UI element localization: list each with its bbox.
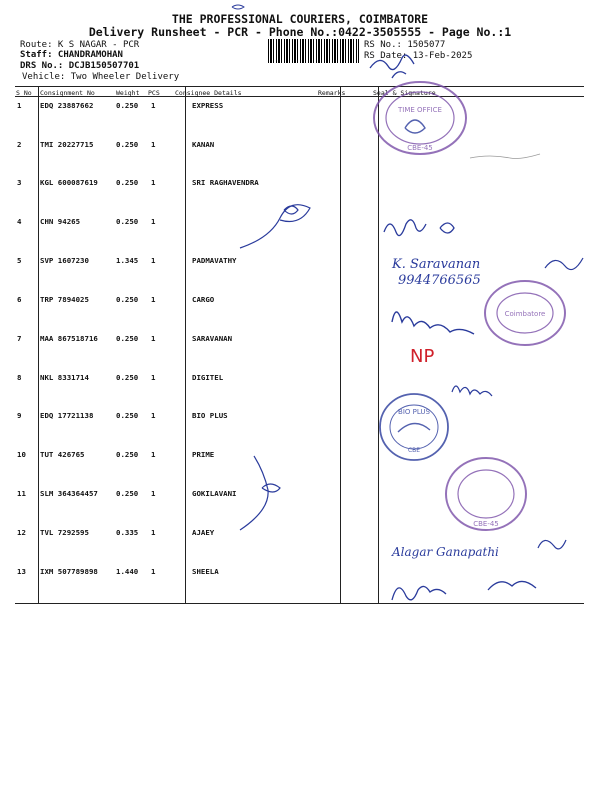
pen-loop bbox=[240, 205, 310, 248]
row-pcs: 1 bbox=[151, 295, 156, 304]
row-consignee: SHEELA bbox=[192, 567, 219, 576]
row-pcs: 1 bbox=[151, 411, 156, 420]
stamp-text: TIME OFFICE bbox=[398, 106, 442, 114]
row-consignment: TRP 7894025 bbox=[40, 295, 89, 304]
row-pcs: 1 bbox=[151, 217, 156, 226]
row-pcs: 1 bbox=[151, 101, 156, 110]
col-header-sno: S No bbox=[16, 89, 32, 97]
col-header-consignee: Consignee Details bbox=[175, 89, 242, 97]
row-consignment: TUT 426765 bbox=[40, 450, 85, 459]
runsheet-subtitle: Delivery Runsheet - PCR - Phone No.:0422-3505555 - Page No.:1 bbox=[88, 25, 512, 39]
handwritten-phone: 9944766565 bbox=[398, 273, 481, 288]
row-sno: 8 bbox=[17, 373, 22, 382]
row-consignee: GOKILAVANI bbox=[192, 489, 237, 498]
row-pcs: 1 bbox=[151, 178, 156, 187]
signature-row6 bbox=[392, 312, 474, 334]
col-header-pcs: PCS bbox=[148, 89, 160, 97]
rs-number: RS No.: 1505077 bbox=[364, 40, 446, 50]
row-consignee: SARAVANAN bbox=[192, 334, 233, 343]
row-pcs: 1 bbox=[151, 528, 156, 537]
row-consignment: SVP 1607230 bbox=[40, 256, 89, 265]
column-divider bbox=[340, 86, 341, 603]
row-consignment: IXM 507789898 bbox=[40, 567, 98, 576]
table-bottom-border bbox=[15, 603, 584, 604]
row-sno: 3 bbox=[17, 178, 22, 187]
row-weight: 0.250 bbox=[116, 140, 139, 149]
row-consignee: SRI RAGHAVENDRA bbox=[192, 178, 259, 187]
row-consignment: SLM 364364457 bbox=[40, 489, 98, 498]
column-divider bbox=[38, 86, 39, 603]
table-header-border bbox=[15, 96, 584, 97]
drs-number: DRS No.: DCJB150507701 bbox=[20, 61, 140, 71]
stamp-cbe bbox=[446, 458, 526, 530]
row-weight: 0.250 bbox=[116, 295, 139, 304]
row-consignee: PRIME bbox=[192, 450, 215, 459]
company-title: THE PROFESSIONAL COURIERS, COIMBATORE bbox=[171, 12, 429, 26]
row-consignment: MAA 867518716 bbox=[40, 334, 98, 343]
signature-row8 bbox=[452, 386, 492, 396]
stamp-bio-plus bbox=[380, 394, 448, 460]
row-weight: 0.250 bbox=[116, 411, 139, 420]
stamp-coimbatore bbox=[485, 281, 565, 345]
col-header-weight: Weight bbox=[116, 89, 140, 97]
row-consignee: EXPRESS bbox=[192, 101, 224, 110]
row-consignment: TVL 7292595 bbox=[40, 528, 89, 537]
row-weight: 1.345 bbox=[116, 256, 139, 265]
row-consignee: BIO PLUS bbox=[192, 411, 228, 420]
row-sno: 11 bbox=[17, 489, 26, 498]
handwritten-np: NP bbox=[410, 346, 435, 367]
row-pcs: 1 bbox=[151, 450, 156, 459]
signature-row5 bbox=[545, 258, 583, 270]
row-consignment: EDQ 17721138 bbox=[40, 411, 94, 420]
row-weight: 0.335 bbox=[116, 528, 139, 537]
stamp-text: CBE-45 bbox=[407, 144, 433, 152]
row-sno: 7 bbox=[17, 334, 22, 343]
row-pcs: 1 bbox=[151, 140, 156, 149]
row-weight: 0.250 bbox=[116, 217, 139, 226]
pencil-mark bbox=[470, 154, 540, 159]
row-sno: 2 bbox=[17, 140, 22, 149]
row-pcs: 1 bbox=[151, 256, 156, 265]
stamp-text: Coimbatore bbox=[504, 310, 546, 318]
stamp-text: CBE bbox=[407, 447, 421, 454]
column-divider bbox=[378, 86, 379, 603]
row-weight: 0.250 bbox=[116, 101, 139, 110]
staff-label: Staff: CHANDRAMOHAN bbox=[20, 50, 123, 60]
row-sno: 5 bbox=[17, 256, 22, 265]
row-consignment: NKL 8331714 bbox=[40, 373, 89, 382]
row-pcs: 1 bbox=[151, 567, 156, 576]
row-consignee: PADMAVATHY bbox=[192, 256, 237, 265]
row-consignment: TMI 20227715 bbox=[40, 140, 94, 149]
row-sno: 1 bbox=[17, 101, 22, 110]
row-weight: 0.250 bbox=[116, 334, 139, 343]
handwritten-name: K. Saravanan bbox=[392, 257, 481, 272]
pen-loop bbox=[240, 456, 280, 530]
row-consignment: KGL 600087619 bbox=[40, 178, 98, 187]
row-sno: 6 bbox=[17, 295, 22, 304]
row-weight: 1.440 bbox=[116, 567, 139, 576]
row-sno: 12 bbox=[17, 528, 26, 537]
row-consignee: KANAN bbox=[192, 140, 215, 149]
row-consignee: AJAEY bbox=[192, 528, 215, 537]
row-weight: 0.250 bbox=[116, 373, 139, 382]
row-consignee: DIGITEL bbox=[192, 373, 224, 382]
row-weight: 0.250 bbox=[116, 450, 139, 459]
stamp-text: CBE-45 bbox=[473, 520, 499, 528]
pen-scribble bbox=[232, 5, 244, 9]
row-weight: 0.250 bbox=[116, 178, 139, 187]
row-sno: 4 bbox=[17, 217, 22, 226]
stamp-text: BIO PLUS bbox=[398, 408, 430, 416]
col-header-consignment: Consignment No bbox=[40, 89, 95, 97]
route-label: Route: K S NAGAR - PCR bbox=[20, 40, 140, 50]
row-pcs: 1 bbox=[151, 373, 156, 382]
col-header-remarks: Remarks bbox=[318, 89, 346, 97]
vehicle-label: Vehicle: Two Wheeler Delivery bbox=[22, 72, 180, 82]
row-sno: 13 bbox=[17, 567, 26, 576]
row-consignment: CHN 94265 bbox=[40, 217, 81, 226]
signature-row13 bbox=[392, 581, 536, 600]
signature-row12 bbox=[538, 540, 566, 549]
col-header-signature: Seal & Signature bbox=[373, 89, 436, 97]
row-consignment: EDQ 23887662 bbox=[40, 101, 94, 110]
rs-date: RS Date: 13-Feb-2025 bbox=[364, 51, 473, 61]
handwritten-name: Alagar Ganapathi bbox=[392, 545, 499, 559]
barcode bbox=[268, 39, 359, 63]
row-pcs: 1 bbox=[151, 489, 156, 498]
row-sno: 10 bbox=[17, 450, 26, 459]
row-sno: 9 bbox=[17, 411, 22, 420]
column-divider bbox=[185, 86, 186, 603]
row-weight: 0.250 bbox=[116, 489, 139, 498]
row-pcs: 1 bbox=[151, 334, 156, 343]
row-consignee: CARGO bbox=[192, 295, 215, 304]
table-top-border bbox=[15, 86, 584, 87]
signature-row4 bbox=[384, 220, 454, 236]
